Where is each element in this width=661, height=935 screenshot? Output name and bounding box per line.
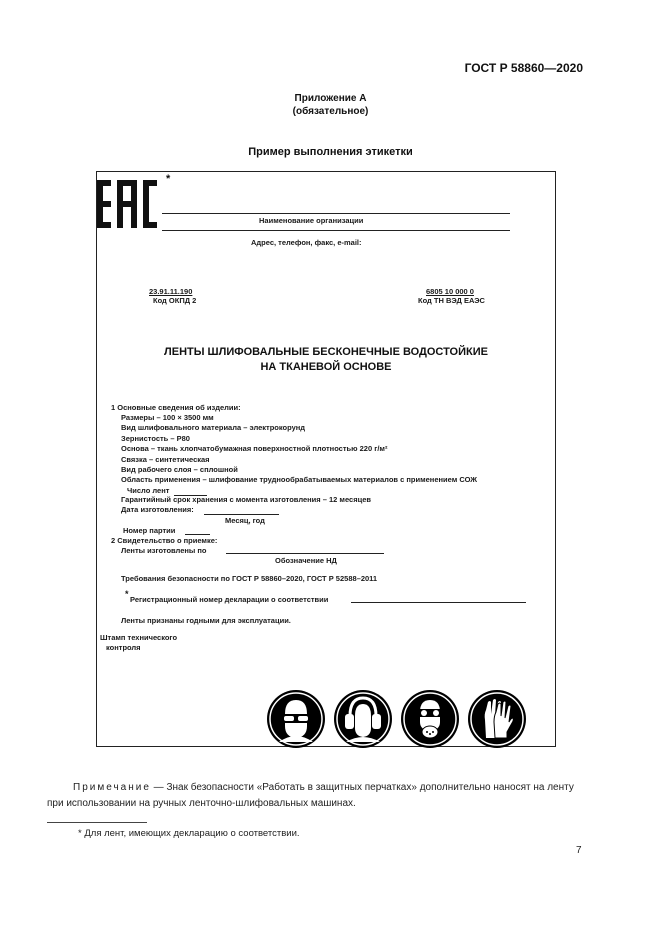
section-1-heading: 1 Основные сведения об изделии: <box>111 403 241 412</box>
appendix-title: Приложение А <box>294 93 367 104</box>
tnved-code: 6805 10 000 0 <box>426 287 474 296</box>
note-prefix: Примечание <box>73 782 151 793</box>
info-line: Дата изготовления: <box>121 505 194 514</box>
ear-protection-icon <box>334 690 392 748</box>
blank-line <box>185 534 210 535</box>
nd-caption: Обозначение НД <box>275 556 337 565</box>
info-line: Вид шлифовального материала – электрокорунд <box>121 423 306 432</box>
footnote-rule <box>47 822 147 823</box>
stamp-caption-1: Штамп технического <box>100 633 178 642</box>
note-line-2: при использовании на ручных ленточно-шлифовальных машинах. <box>47 798 356 809</box>
footnote-star: * <box>125 589 129 599</box>
footnote-star: * <box>166 173 171 185</box>
info-line: Размеры – 100 × 3500 мм <box>121 413 214 422</box>
org-name-line <box>162 213 510 214</box>
footnote: * Для лент, имеющих декларацию о соответствии. <box>78 828 300 839</box>
info-line: Область применения – шлифование труднообрабатываемых материалов с применением СОЖ <box>121 475 478 484</box>
example-title: Пример выполнения этикетки <box>248 146 413 158</box>
blank-line <box>226 553 384 554</box>
safety-requirements: Требования безопасности по ГОСТ Р 58860–2020, ГОСТ Р 52588–2011 <box>121 574 378 583</box>
info-line: Вид рабочего слоя – сплошной <box>121 465 238 474</box>
note-dash: — <box>150 782 167 793</box>
made-by: Ленты изготовлены по <box>121 546 207 555</box>
address-line <box>162 230 510 231</box>
note-text: Знак безопасности «Работать в защитных перчатках» дополнительно наносят на ленту <box>166 782 574 793</box>
info-line: Число лент <box>127 486 170 495</box>
registration-number: Регистрационный номер декларации о соответствии <box>130 595 329 604</box>
info-line: Основа – ткань хлопчатобумажная поверхностной плотностью 220 г/м² <box>121 444 388 453</box>
batch-number: Номер партии <box>123 526 176 535</box>
page-number: 7 <box>576 845 582 856</box>
note <box>47 780 583 812</box>
eac-logo-icon <box>97 180 157 228</box>
blank-line <box>351 602 526 603</box>
month-year-caption: Месяц, год <box>225 516 265 525</box>
info-line: Зернистость – Р80 <box>121 434 190 443</box>
okpd-caption: Код ОКПД 2 <box>153 296 197 305</box>
respirator-mask-icon <box>401 690 459 748</box>
fit-for-use: Ленты признаны годными для эксплуатации. <box>121 616 291 625</box>
address-caption: Адрес, телефон, факс, e-mail: <box>251 238 362 247</box>
protective-gloves-icon <box>468 690 526 748</box>
safety-goggles-icon <box>267 690 325 748</box>
info-line: Связка – синтетическая <box>121 455 210 464</box>
product-title-line-1: ЛЕНТЫ ШЛИФОВАЛЬНЫЕ БЕСКОНЕЧНЫЕ ВОДОСТОЙКИЕ <box>164 346 488 358</box>
tnved-caption: Код ТН ВЭД ЕАЭС <box>418 296 485 305</box>
org-name-caption: Наименование организации <box>259 216 364 225</box>
product-title-line-2: НА ТКАНЕВОЙ ОСНОВЕ <box>260 361 392 373</box>
safety-signs <box>267 690 525 750</box>
blank-line <box>204 514 279 515</box>
section-2-heading: 2 Свидетельство о приемке: <box>111 536 218 545</box>
appendix-heading <box>0 92 661 118</box>
stamp-caption-2: контроля <box>106 643 141 652</box>
note-line-1 <box>47 780 583 796</box>
info-line: Гарантийный срок хранения с момента изготовления – 12 месяцев <box>121 495 371 504</box>
document-number: ГОСТ Р 58860—2020 <box>464 61 583 75</box>
okpd-code: 23.91.11.190 <box>149 287 193 296</box>
label-frame <box>96 171 556 747</box>
appendix-subtitle: (обязательное) <box>292 106 369 117</box>
